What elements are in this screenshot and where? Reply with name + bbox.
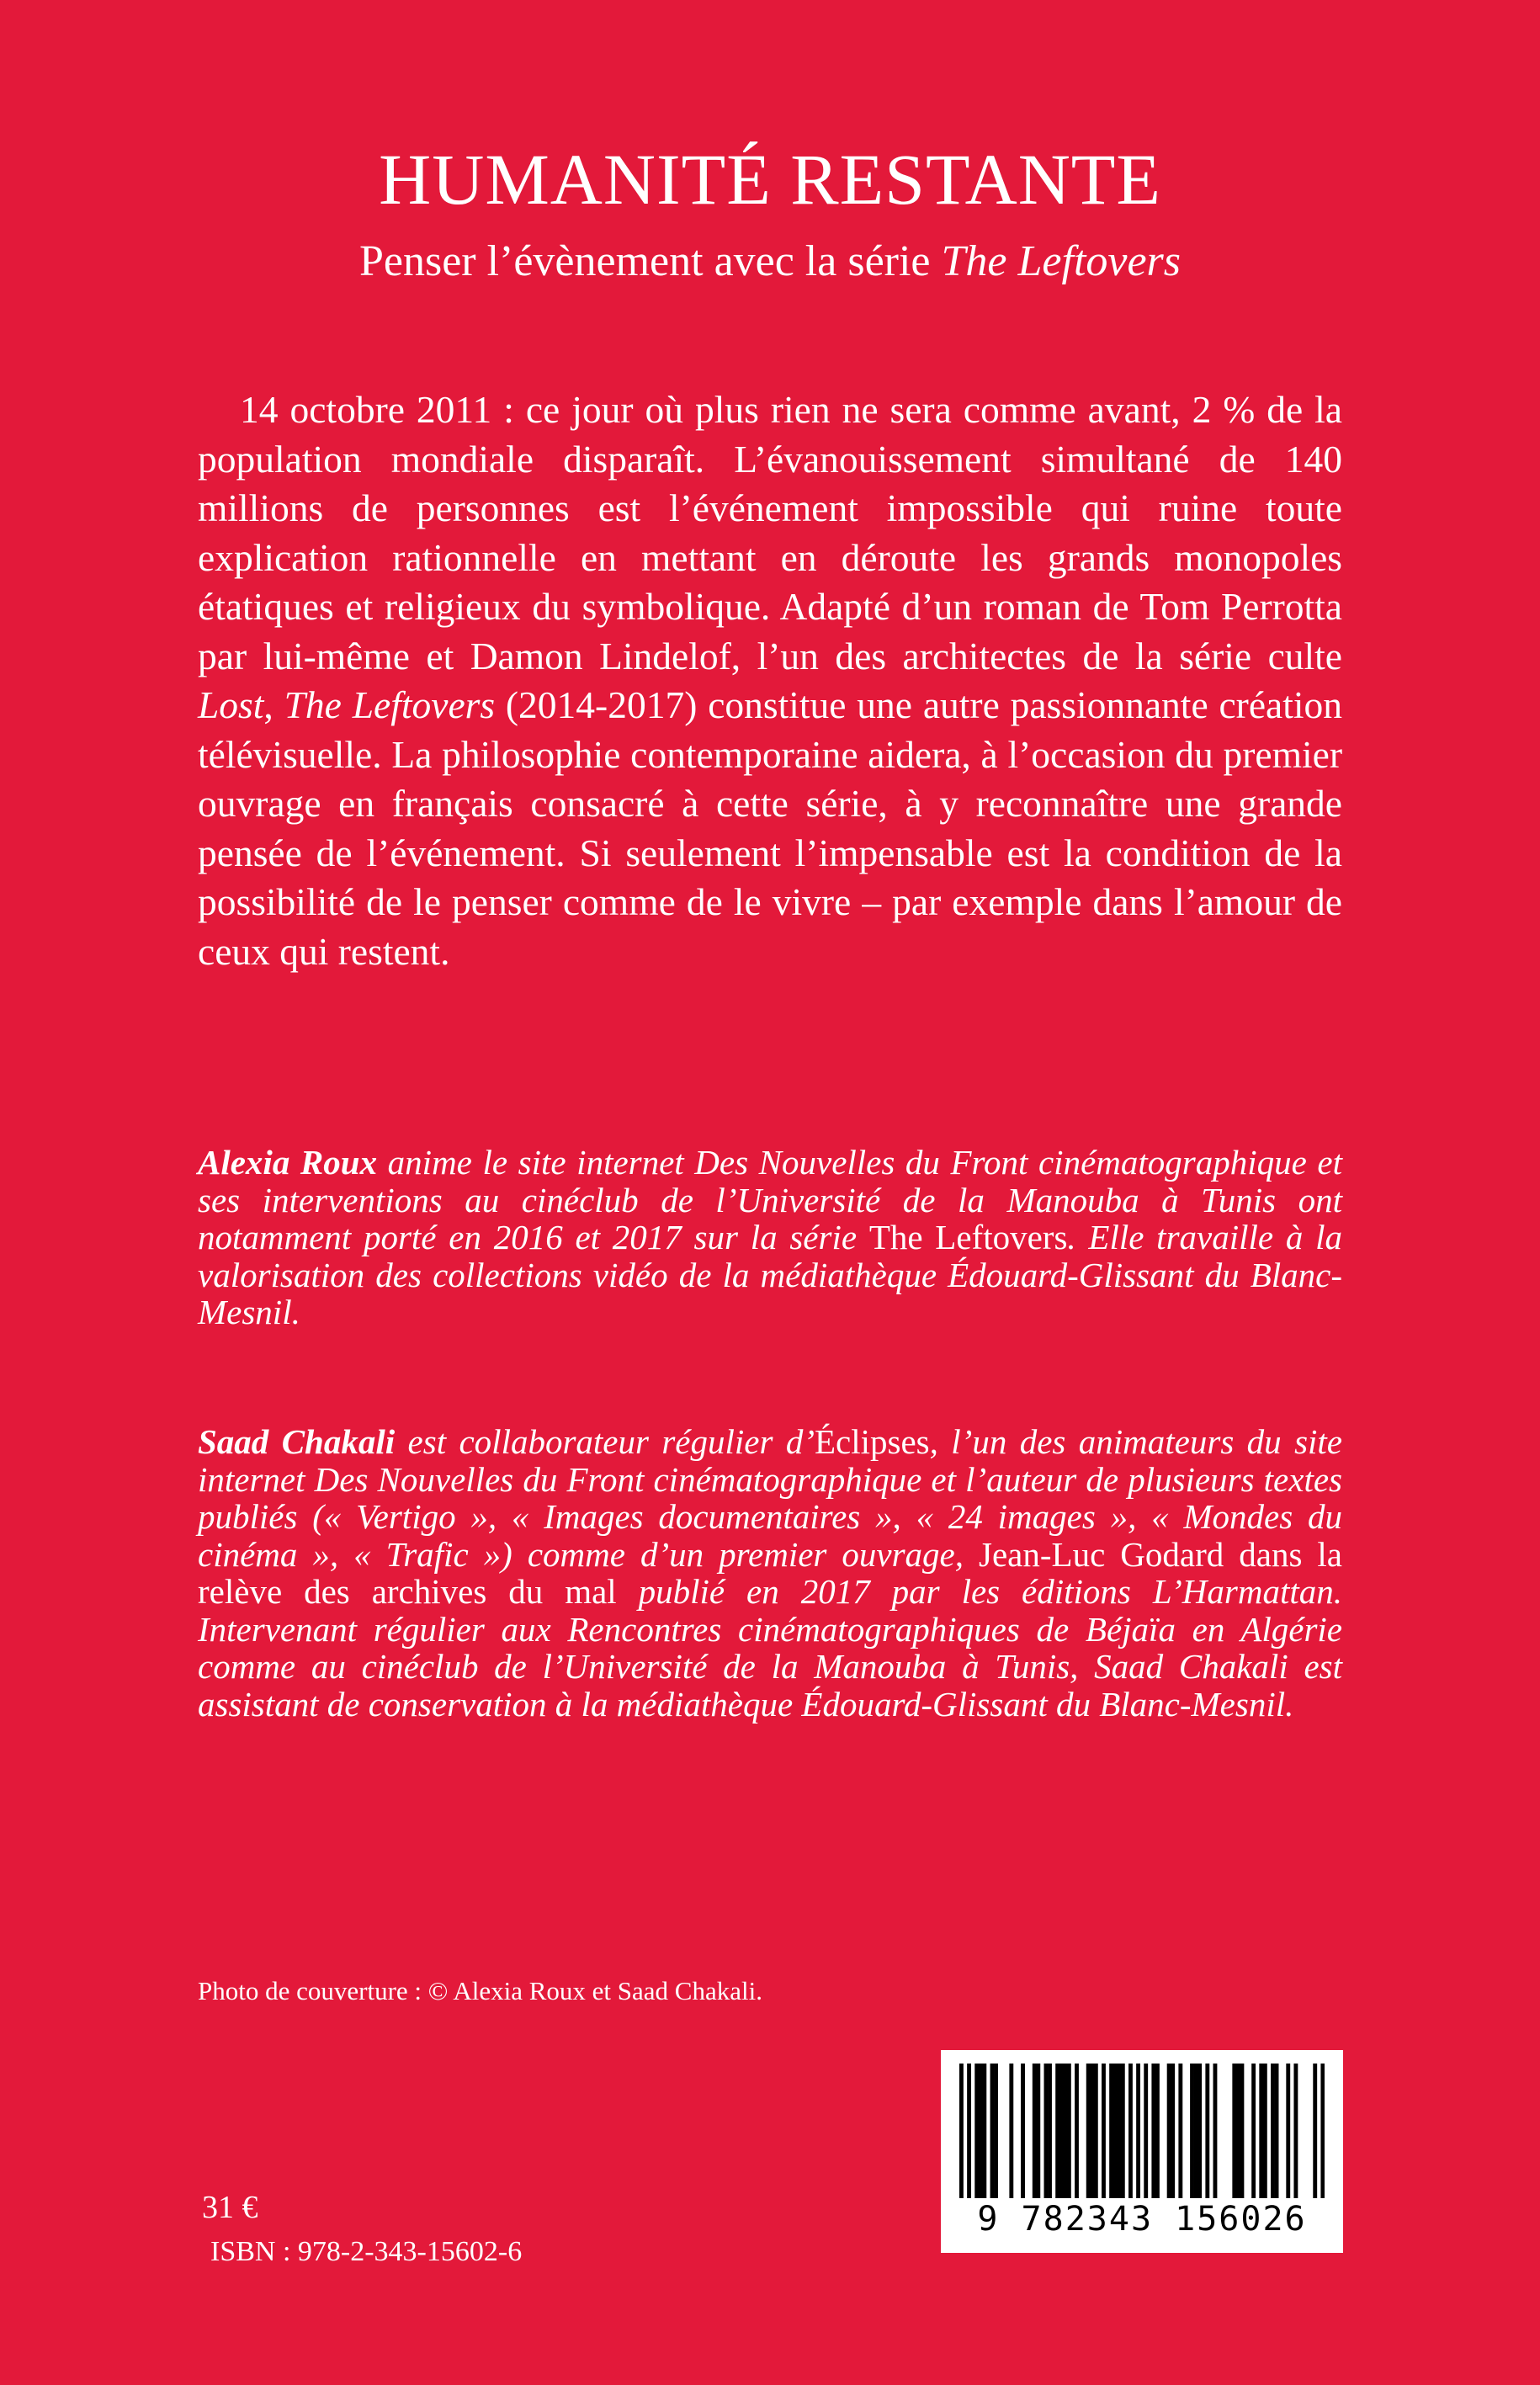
barcode-bar: [1144, 2064, 1148, 2198]
barcode-bar: [1171, 2064, 1175, 2198]
barcode-bar: [1036, 2064, 1040, 2198]
barcode-bar: [1155, 2064, 1160, 2198]
barcode-bar: [1259, 2064, 1263, 2198]
barcode-bar: [1136, 2064, 1140, 2198]
barcode-bar: [1178, 2064, 1182, 2198]
barcode-bar: [1320, 2064, 1325, 2198]
barcode-bar: [1033, 2064, 1037, 2198]
barcode-bar: [1205, 2064, 1209, 2198]
barcode-bar: [1044, 2064, 1049, 2198]
barcode-bar: [967, 2064, 971, 2198]
bio2-name: Saad Chakali: [198, 1422, 396, 1461]
author-bio-alexia-roux: [198, 1144, 1342, 1331]
bio1-text2: . Elle travaille à la valorisation des collections vidéo de la médiathèque Édouard-Glissant du Blanc-Mesnil.: [198, 1218, 1342, 1331]
bio2-book: Jean-Luc Godard dans la relève des archives du mal: [198, 1534, 1342, 1611]
subtitle-series: The Leftovers: [941, 237, 1182, 285]
bio1-text1: anime le site internet Des Nouvelles du Front cinématographique et ses interventions au cinéclub de l’Université de la Manouba à Tunis ont notamment porté en 2016 et 2017 sur la série: [198, 1143, 1342, 1256]
bio1-series: The Leftovers: [868, 1218, 1068, 1256]
barcode-bar: [1194, 2064, 1198, 2198]
summary-part1: 14 octobre 2011 : ce jour où plus rien ne sera comme avant, 2 % de la population mondiale disparaît. L’évanouissement simultané de 140 millions de personnes est l’événement impossible qui ruine toute explication rationnelle en mettant en déroute les grands monopoles étatiques et religieux du symbolique. Adapté d’un roman de Tom Perrotta par lui-même et Damon Lindelof, l’un des architectes de la série culte: [198, 388, 1342, 677]
barcode-bar: [1313, 2064, 1317, 2198]
barcode-bar: [1063, 2064, 1067, 2198]
barcode-bar: [1059, 2064, 1064, 2198]
barcode-bar: [1021, 2064, 1025, 2198]
barcode-bar: [1117, 2064, 1121, 2198]
bio2-text3: publié en 2017 par les éditions L’Harmattan. Intervenant régulier aux Rencontres cinématographiques de Béjaïa en Algérie comme au cinéclub de l’Université de la Manouba à Tunis, Saad Chakali est assistant de conservation à la médiathèque Édouard-Glissant du Blanc-Mesnil.: [198, 1572, 1342, 1724]
barcode-bar: [959, 2064, 964, 2198]
subtitle-text: Penser l’évènement avec la série: [358, 237, 942, 285]
barcode-bar: [1009, 2064, 1013, 2198]
summary-series: The Leftovers: [284, 683, 496, 726]
barcode-bar: [1232, 2064, 1236, 2198]
barcode-bar: [1240, 2064, 1244, 2198]
barcode-bar: [1113, 2064, 1118, 2198]
barcode-bars: [959, 2064, 1325, 2198]
barcode-bar: [1151, 2064, 1155, 2198]
barcode-bar: [1286, 2064, 1290, 2198]
barcode-bar: [1236, 2064, 1240, 2198]
barcode-bar: [1251, 2064, 1256, 2198]
barcode: [941, 2050, 1343, 2253]
summary-paragraph: [198, 385, 1342, 976]
barcode-bar: [1121, 2064, 1125, 2198]
photo-credit: Photo de couverture : © Alexia Roux et Saad Chakali.: [198, 1976, 762, 2005]
barcode-bar: [1109, 2064, 1113, 2198]
barcode-bar: [1102, 2064, 1106, 2198]
barcode-bar: [1094, 2064, 1098, 2198]
book-title: HUMANITÉ RESTANTE: [379, 139, 1161, 220]
barcode-bar: [1167, 2064, 1171, 2198]
price: 31 €: [202, 2190, 258, 2225]
barcode-bar: [1271, 2064, 1275, 2198]
barcode-bar: [994, 2064, 998, 2198]
summary-part2: (2014-2017) constitue une autre passionnante création télévisuelle. La philosophie contemporaine aidera, à l’occasion du premier ouvrage en français consacré à cette série, à y reconnaître une grande pensée de l’événement. Si seulement l’impensable est la condition de la possibilité de le penser comme de le vivre – par exemple dans l’amour de ceux qui restent.: [198, 683, 1343, 973]
isbn: ISBN : 978-2-343-15602-6: [210, 2236, 523, 2267]
barcode-bar: [990, 2064, 995, 2198]
barcode-bar: [982, 2064, 986, 2198]
barcode-bar: [1055, 2064, 1059, 2198]
barcode-bar: [1128, 2064, 1133, 2198]
author-bio-saad-chakali: [198, 1423, 1342, 1723]
barcode-bar: [1197, 2064, 1202, 2198]
summary-lost: Lost: [198, 683, 264, 726]
bio2-text2: , l’un des animateurs du site internet Des Nouvelles du Front cinématographique et l’auteur de plusieurs textes publiés (« Vertigo », « Images documentaires », « 24 images », « Mondes du cinéma », « Trafic ») comme d’un premier ouvrage,: [198, 1422, 1343, 1574]
barcode-bar: [979, 2064, 983, 2198]
barcode-bar: [1293, 2064, 1298, 2198]
bio2-text1: est collaborateur régulier d’: [395, 1422, 815, 1461]
barcode-bar: [1048, 2064, 1052, 2198]
barcode-bar: [1086, 2064, 1091, 2198]
barcode-bar: [1075, 2064, 1079, 2198]
bio2-journal: Éclipses: [815, 1422, 930, 1461]
bio1-name: Alexia Roux: [198, 1143, 378, 1182]
book-subtitle: [0, 237, 1540, 285]
barcode-bar: [974, 2064, 979, 2198]
barcode-bar: [1213, 2064, 1218, 2198]
summary-sep: ,: [263, 683, 284, 726]
barcode-digits: 9 782343 156026: [977, 2200, 1307, 2239]
barcode-bar: [1263, 2064, 1267, 2198]
barcode-bar: [1275, 2064, 1279, 2198]
barcode-bar: [1067, 2064, 1071, 2198]
barcode-bar: [1190, 2064, 1194, 2198]
barcode-bar: [1090, 2064, 1094, 2198]
